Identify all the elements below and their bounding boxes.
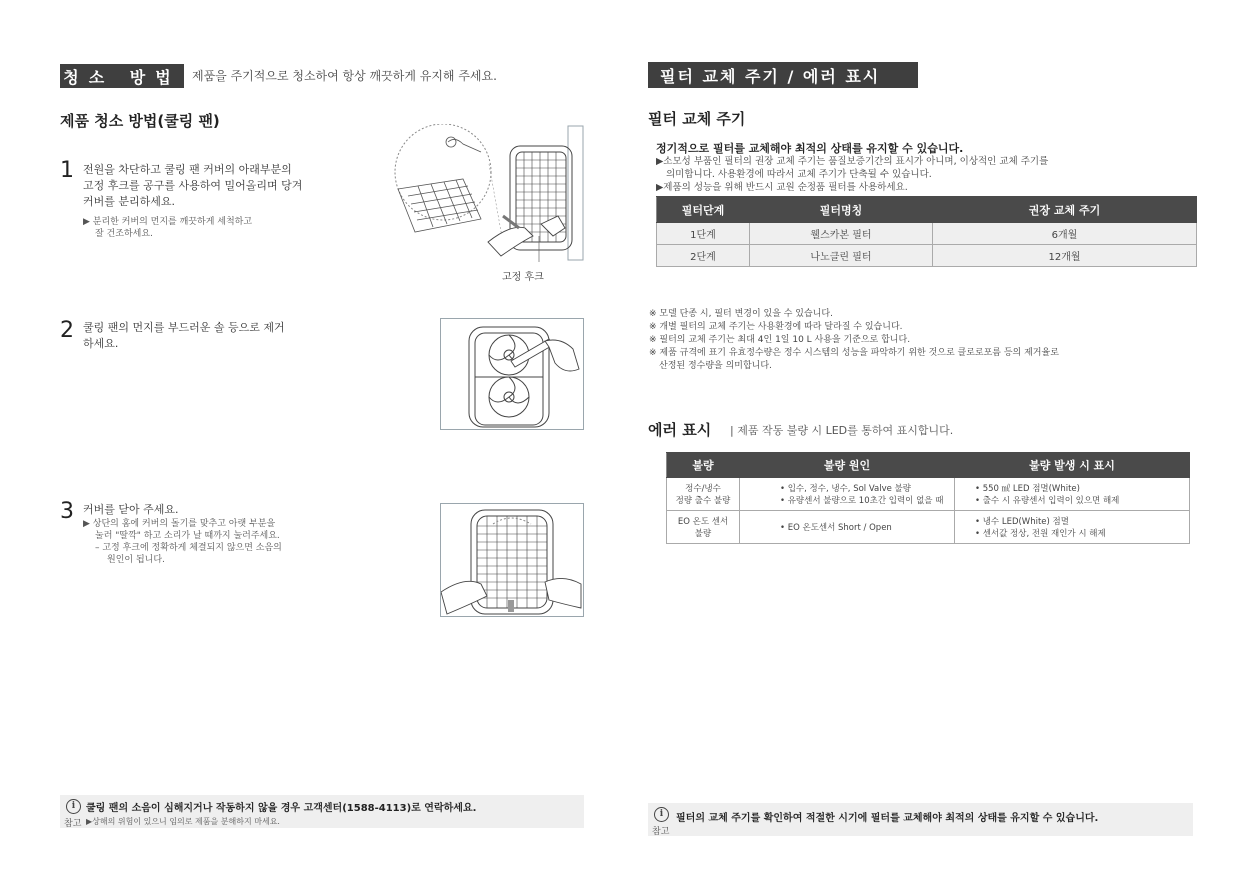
table-row [667,478,1190,511]
fixing-hook-label: 고정 후크 [502,272,544,283]
error-col-fault: 불량 [667,453,740,478]
cover-closing-illustration [440,503,584,617]
filter-table [656,196,1197,267]
table-row [657,223,1197,245]
info-icon: i [66,799,81,814]
cell: • 550 ㎖ LED 점멸(White) • 출수 시 유량센서 입력이 있으면 해제 [955,478,1190,511]
filter-notes: ※ 모델 단종 시, 필터 변경이 있을 수 있습니다. ※ 개별 필터의 교체 주기는 사용환경에 따라 달라질 수 있습니다. ※ 필터의 교체 주기는 최대 4인 1일 10 L 사용을 기준으로 합니다. ※ 제품 규격에 표기 유효정수량은 정수 시스템의 성능을 파악하기 위한 것으로 클로로포름 등의 제거율로 산정된 정수량을 의미합니다. [649,309,1059,371]
cleaning-heading: 제품 청소 방법(쿨링 팬) [60,112,220,130]
step-1-subnote: ▶ 분리한 커버의 먼지를 깨끗하게 세척하고 잘 건조하세요. [83,217,253,239]
left-footer-sub: ▶상해의 위험이 있으니 임의로 제품을 분해하지 마세요. [86,817,280,826]
filter-col-cycle: 권장 교체 주기 [933,197,1197,223]
cell: 웰스카본 필터 [750,223,933,245]
cover-removal-illustration [393,124,585,262]
info-icon: i [654,807,669,822]
step-3-number: 3 [60,499,74,524]
cell: • 냉수 LED(White) 점멸 • 센서값 정상, 전원 재인가 시 해제 [955,511,1190,544]
step-1-number: 1 [60,158,74,183]
left-footer-title: 쿨링 팬의 소음이 심해지거나 작동하지 않을 경우 고객센터(1588-4113)로 연락하세요. [86,803,477,814]
reference-label: 참고 [652,827,670,837]
table-row [657,245,1197,267]
filter-heading: 필터 교체 주기 [648,110,746,128]
step-2-text: 쿨링 팬의 먼지를 부드러운 솔 등으로 제거 하세요. [83,321,285,350]
filter-col-stage: 필터단계 [657,197,750,223]
cell: 나노클린 필터 [750,245,933,267]
step-3-subnote: ▶ 상단의 홈에 커버의 돌기를 맞추고 아랫 부분을 눌러 "딸깍" 하고 소리가 날 때까지 눌러주세요. – 고정 후크에 정확하게 체결되지 않으면 소음의 원인이 됩니다. [83,519,282,565]
cell: 정수/냉수 정량 출수 불량 [667,478,740,511]
cell: 6개월 [933,223,1197,245]
error-heading: 에러 표시 [648,421,712,439]
section-description: 제품을 주기적으로 청소하여 항상 깨끗하게 유지해 주세요. [192,69,497,83]
error-table [666,452,1190,544]
filter-bullets: ▶소모성 부품인 필터의 권장 교체 주기는 품질보증기간의 표시가 아니며, 이상적인 교체 주기를 의미합니다. 사용환경에 따라서 교체 주기가 단축될 수 있습니다. ▶제품의 성능을 위해 반드시 교원 순정품 필터를 사용하세요. [656,156,1049,193]
error-col-cause: 불량 원인 [740,453,955,478]
table-row [667,511,1190,544]
filter-col-name: 필터명칭 [750,197,933,223]
cell: 2단계 [657,245,750,267]
cell: 12개월 [933,245,1197,267]
section-title-filter: 필터 교체 주기 / 에러 표시 [648,62,918,88]
fan-brushing-illustration [440,318,584,430]
step-2-number: 2 [60,318,74,343]
step-1-text: 전원을 차단하고 쿨링 팬 커버의 아래부분의 고정 후크를 공구를 사용하여 밀어올리며 당겨 커버를 분리하세요. [83,163,303,208]
right-footer-title: 필터의 교체 주기를 확인하여 적절한 시기에 필터를 교체해야 최적의 상태를 유지할 수 있습니다. [676,813,1099,824]
section-title-cleaning: 청소 방법 [60,64,184,88]
step-3-text: 커버를 닫아 주세요. [83,503,179,516]
error-col-display: 불량 발생 시 표시 [955,453,1190,478]
cell: • 입수, 정수, 냉수, Sol Valve 불량 • 유량센서 불량으로 10초간 입력이 없을 때 [740,478,955,511]
reference-label: 참고 [64,819,82,829]
cell: 1단계 [657,223,750,245]
cell: • EO 온도센서 Short / Open [740,511,955,544]
error-description: | 제품 작동 불량 시 LED를 통하여 표시합니다. [730,424,954,437]
filter-subheading: 정기적으로 필터를 교체해야 최적의 상태를 유지할 수 있습니다. [656,142,964,155]
cell: EO 온도 센서 불량 [667,511,740,544]
